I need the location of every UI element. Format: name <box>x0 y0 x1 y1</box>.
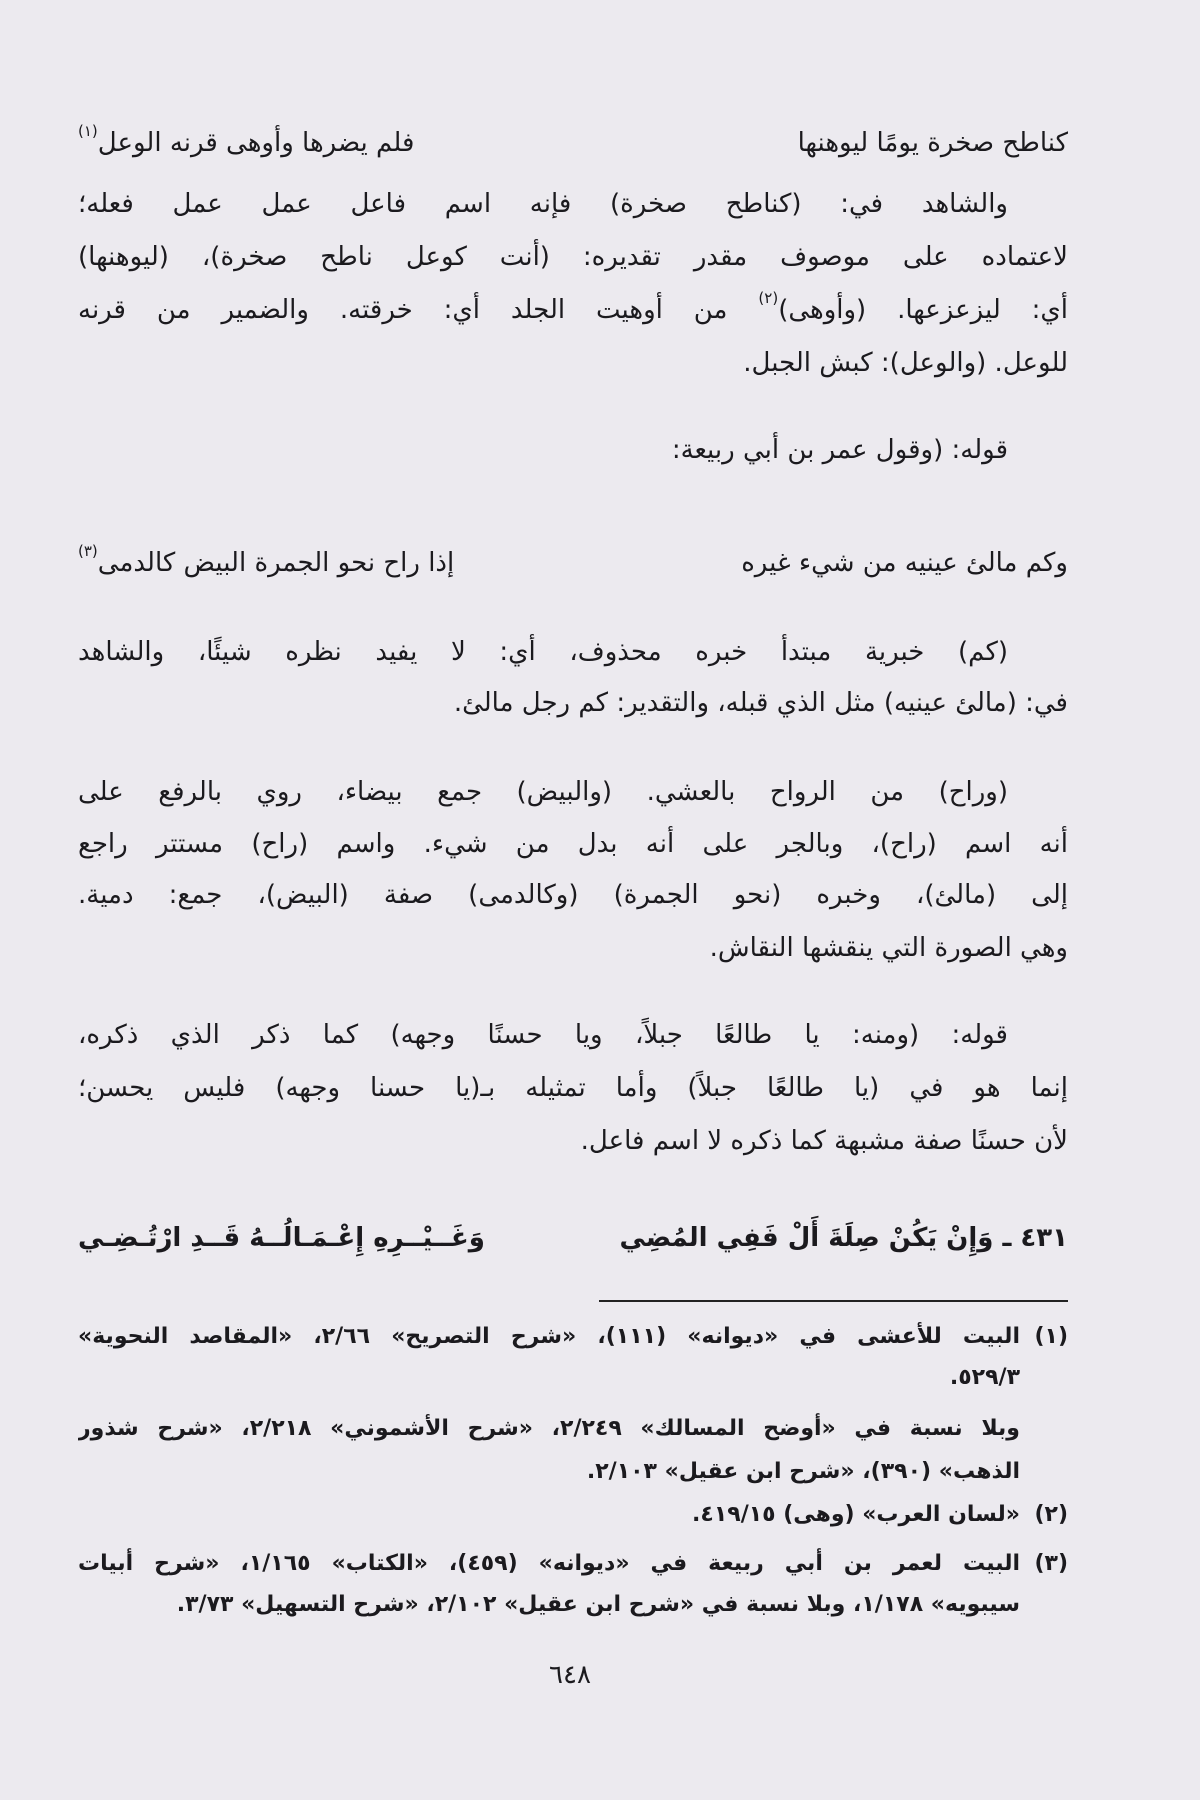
footnote-line: الذهب» (٣٩٠)، «شرح ابن عقيل» ٢/١٠٣. <box>586 1459 1020 1484</box>
verse-431-first-hemistich: ٤٣١ ـ وَإِنْ يَكُنْ صِلَةَ أَلْ فَفِي المُضِي <box>619 1223 1068 1253</box>
paragraph-line: قوله: (ومنه: يا طالعًا جبلاً، ويا حسنًا وجهه) كما ذكر الذي ذكره، <box>78 1020 1008 1050</box>
paragraph-line: والشاهد في: (كناطح صخرة) فإنه اسم فاعل عمل عمل فعله؛ <box>78 189 1008 219</box>
footnote-ref-2: (٢) <box>758 290 779 307</box>
paragraph-line: في: (مالئ عينيه) مثل الذي قبله، والتقدير: كم رجل مالئ. <box>453 688 1068 718</box>
footnote-line: ٥٢٩/٣. <box>949 1365 1020 1390</box>
paragraph-line: أنه اسم (راح)، وبالجر على أنه بدل من شيء. واسم (راح) مستتر راجع <box>78 829 1068 859</box>
paragraph-line: (وراح) من الرواح بالعشي. (والبيض) جمع بيضاء، روي بالرفع على <box>78 777 1008 807</box>
verse-1-first-hemistich: كناطح صخرة يومًا ليوهنها <box>797 128 1068 158</box>
footnote-ref-1: (١) <box>78 122 98 140</box>
verse-2-first-hemistich: وكم مالئ عينيه من شيء غيره <box>741 548 1068 578</box>
footnote-separator <box>599 1300 1068 1302</box>
paragraph-line: أي: ليزعزعها. (وأوهى)$^{(٢)}$ من أوهيت الجلد أي: خرقته. والضمير من قرنه <box>78 290 1068 325</box>
paragraph-line: إلى (مالئ)، وخبره (نحو الجمرة) (وكالدمى) صفة (البيض)، جمع: دمية. <box>78 880 1068 910</box>
footnote-ref-3: (٣) <box>78 542 98 560</box>
paragraph-line: قوله: (وقول عمر بن أبي ربيعة: <box>671 435 1008 465</box>
paragraph-line: (كم) خبرية مبتدأ خبره محذوف، أي: لا يفيد نظره شيئًا، والشاهد <box>78 637 1008 667</box>
verse-1 <box>78 123 1068 163</box>
paragraph-line: لاعتماده على موصوف مقدر تقديره: (أنت كوعل ناطح صخرة)، (ليوهنها) <box>78 242 1068 272</box>
verse-1-second-hemistich: فلم يضرها وأوهى قرنه الوعل <box>97 128 415 158</box>
verse-2 <box>78 543 1068 583</box>
verse-431 <box>78 1218 1068 1258</box>
footnote-2: (٢)«لسان العرب» (وهى) ٤١٩/١٥. <box>692 1502 1068 1527</box>
footnote-line: وبلا نسبة في «أوضح المسالك» ٢/٢٤٩، «شرح الأشموني» ٢/٢١٨، «شرح شذور <box>78 1416 1020 1441</box>
footnote-3: (٣)البيت لعمر بن أبي ربيعة في «ديوانه» (٤٥٩)، «الكتاب» ١/١٦٥، «شرح أبيات <box>78 1551 1068 1576</box>
paragraph-line: للوعل. (والوعل): كبش الجبل. <box>743 348 1068 378</box>
verse-2-second-hemistich: إذا راح نحو الجمرة البيض كالدمى <box>97 548 455 578</box>
footnote-line: سيبويه» ١/١٧٨، وبلا نسبة في «شرح ابن عقيل» ٢/١٠٢، «شرح التسهيل» ٣/٧٣. <box>176 1592 1020 1617</box>
verse-431-second-hemistich: وَغَــيْــرِهِ إِعْـمَـالُــهُ قَــدِ ارْتُـضِـي <box>78 1223 485 1253</box>
paragraph-line: وهي الصورة التي ينقشها النقاش. <box>709 933 1068 963</box>
paragraph-line: لأن حسنًا صفة مشبهة كما ذكره لا اسم فاعل. <box>580 1126 1068 1156</box>
paragraph-line: إنما هو في (يا طالعًا جبلاً) وأما تمثيله بـ(يا حسنا وجهه) فليس يحسن؛ <box>78 1073 1068 1103</box>
footnote-1: (١)البيت للأعشى في «ديوانه» (١١١)، «شرح التصريح» ٢/٦٦، «المقاصد النحوية» <box>78 1324 1068 1349</box>
page-number: ٦٤٨ <box>549 1660 591 1690</box>
